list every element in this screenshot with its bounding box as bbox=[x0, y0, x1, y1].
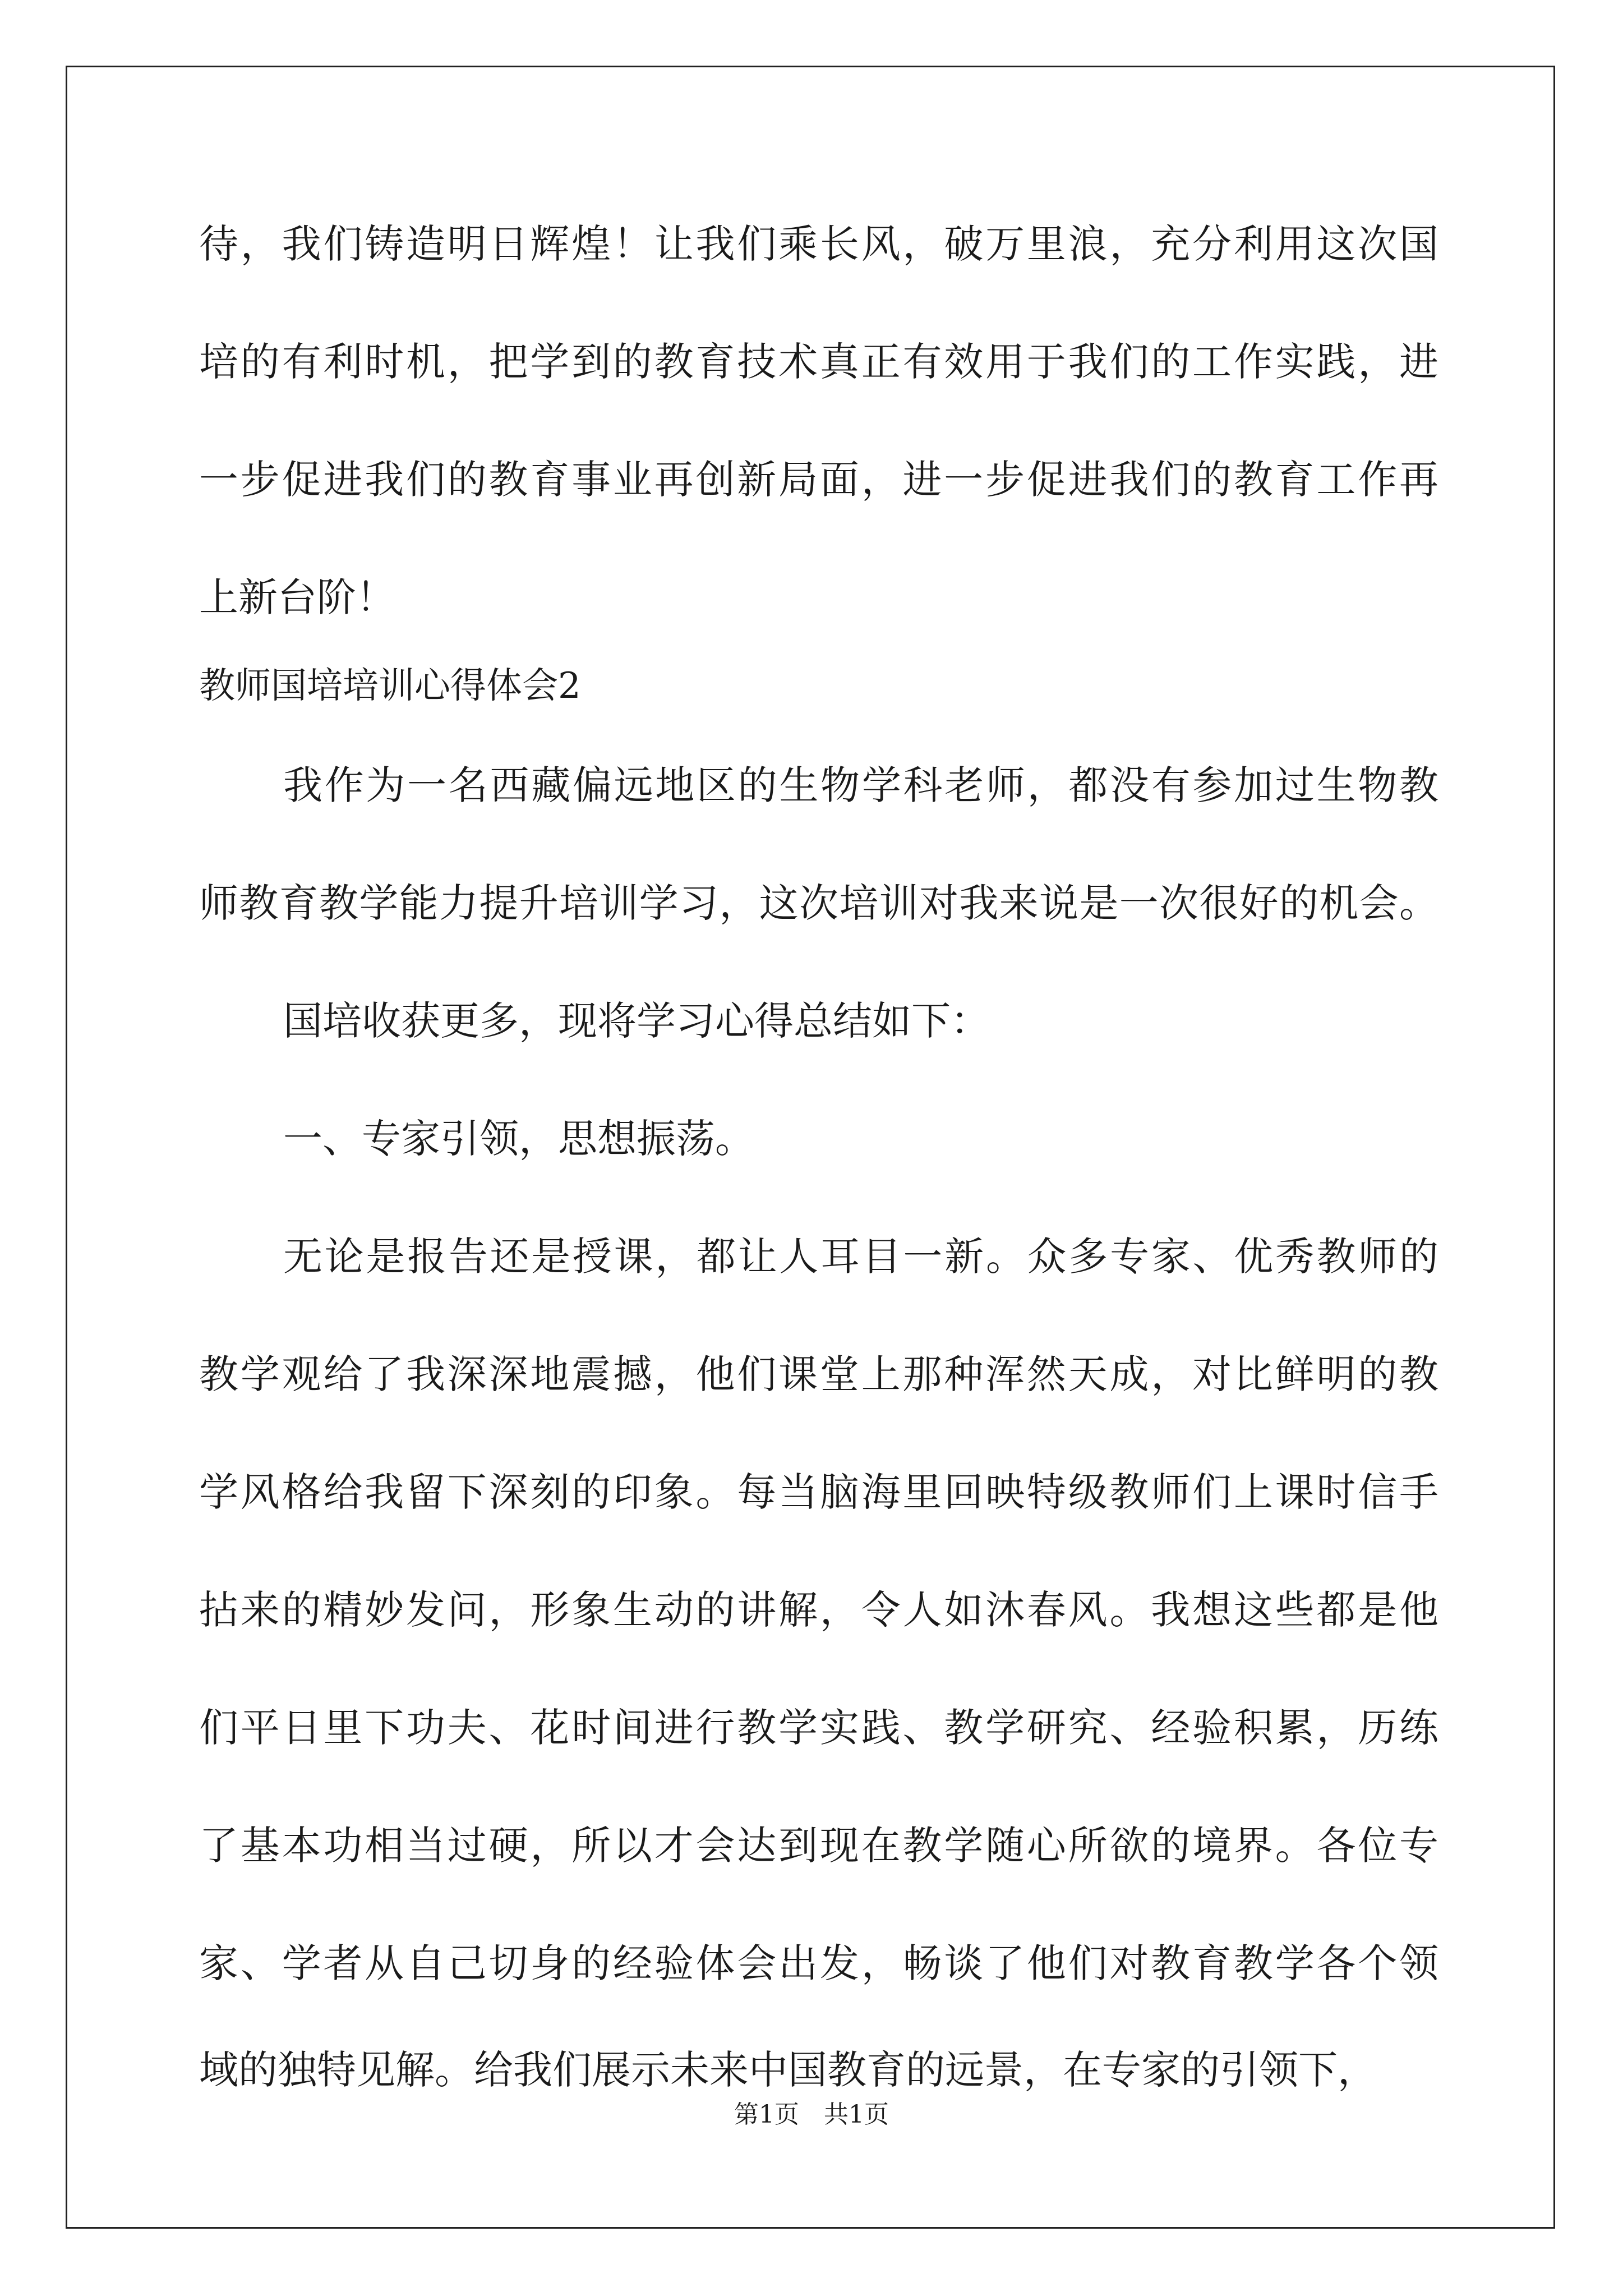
text-line: 培的有利时机，把学到的教育技术真正有效用于我们的工作实践，进 bbox=[199, 339, 1438, 385]
text-line: 家、学者从自己切身的经验体会出发，畅谈了他们对教育教学各个领 bbox=[199, 1940, 1438, 1986]
text-line: 教学观给了我深深地震撼，他们课堂上那种浑然天成，对比鲜明的教 bbox=[199, 1351, 1438, 1397]
text-line: 上新台阶！ bbox=[199, 574, 395, 620]
subheading: 一、专家引领，思想振荡。 bbox=[283, 1116, 754, 1162]
text-line: 拈来的精妙发问，形象生动的讲解，令人如沐春风。我想这些都是他 bbox=[199, 1587, 1438, 1633]
page-number: 第1页 共1页 bbox=[734, 2100, 889, 2129]
text-line: 学风格给我留下深刻的印象。每当脑海里回映特级教师们上课时信手 bbox=[199, 1469, 1438, 1515]
text-line: 我作为一名西藏偏远地区的生物学科老师，都没有参加过生物教 bbox=[283, 762, 1438, 808]
text-line: 师教育教学能力提升培训学习，这次培训对我来说是一次很好的机会。 bbox=[199, 880, 1438, 926]
section-title: 教师国培培训心得体会2 bbox=[199, 665, 581, 707]
text-line: 国培收获更多，现将学习心得总结如下： bbox=[283, 998, 990, 1044]
text-line: 域的独特见解。给我们展示未来中国教育的远景，在专家的引领下， bbox=[199, 2047, 1377, 2093]
text-line: 们平日里下功夫、花时间进行教学实践、教学研究、经验积累，历练 bbox=[199, 1705, 1438, 1751]
text-line: 待，我们铸造明日辉煌！让我们乘长风，破万里浪，充分利用这次国 bbox=[199, 221, 1438, 267]
text-line: 一步促进我们的教育事业再创新局面，进一步促进我们的教育工作再 bbox=[199, 457, 1438, 503]
text-line: 无论是报告还是授课，都让人耳目一新。众多专家、优秀教师的 bbox=[283, 1234, 1438, 1280]
text-line: 了基本功相当过硬，所以才会达到现在教学随心所欲的境界。各位专 bbox=[199, 1823, 1438, 1869]
